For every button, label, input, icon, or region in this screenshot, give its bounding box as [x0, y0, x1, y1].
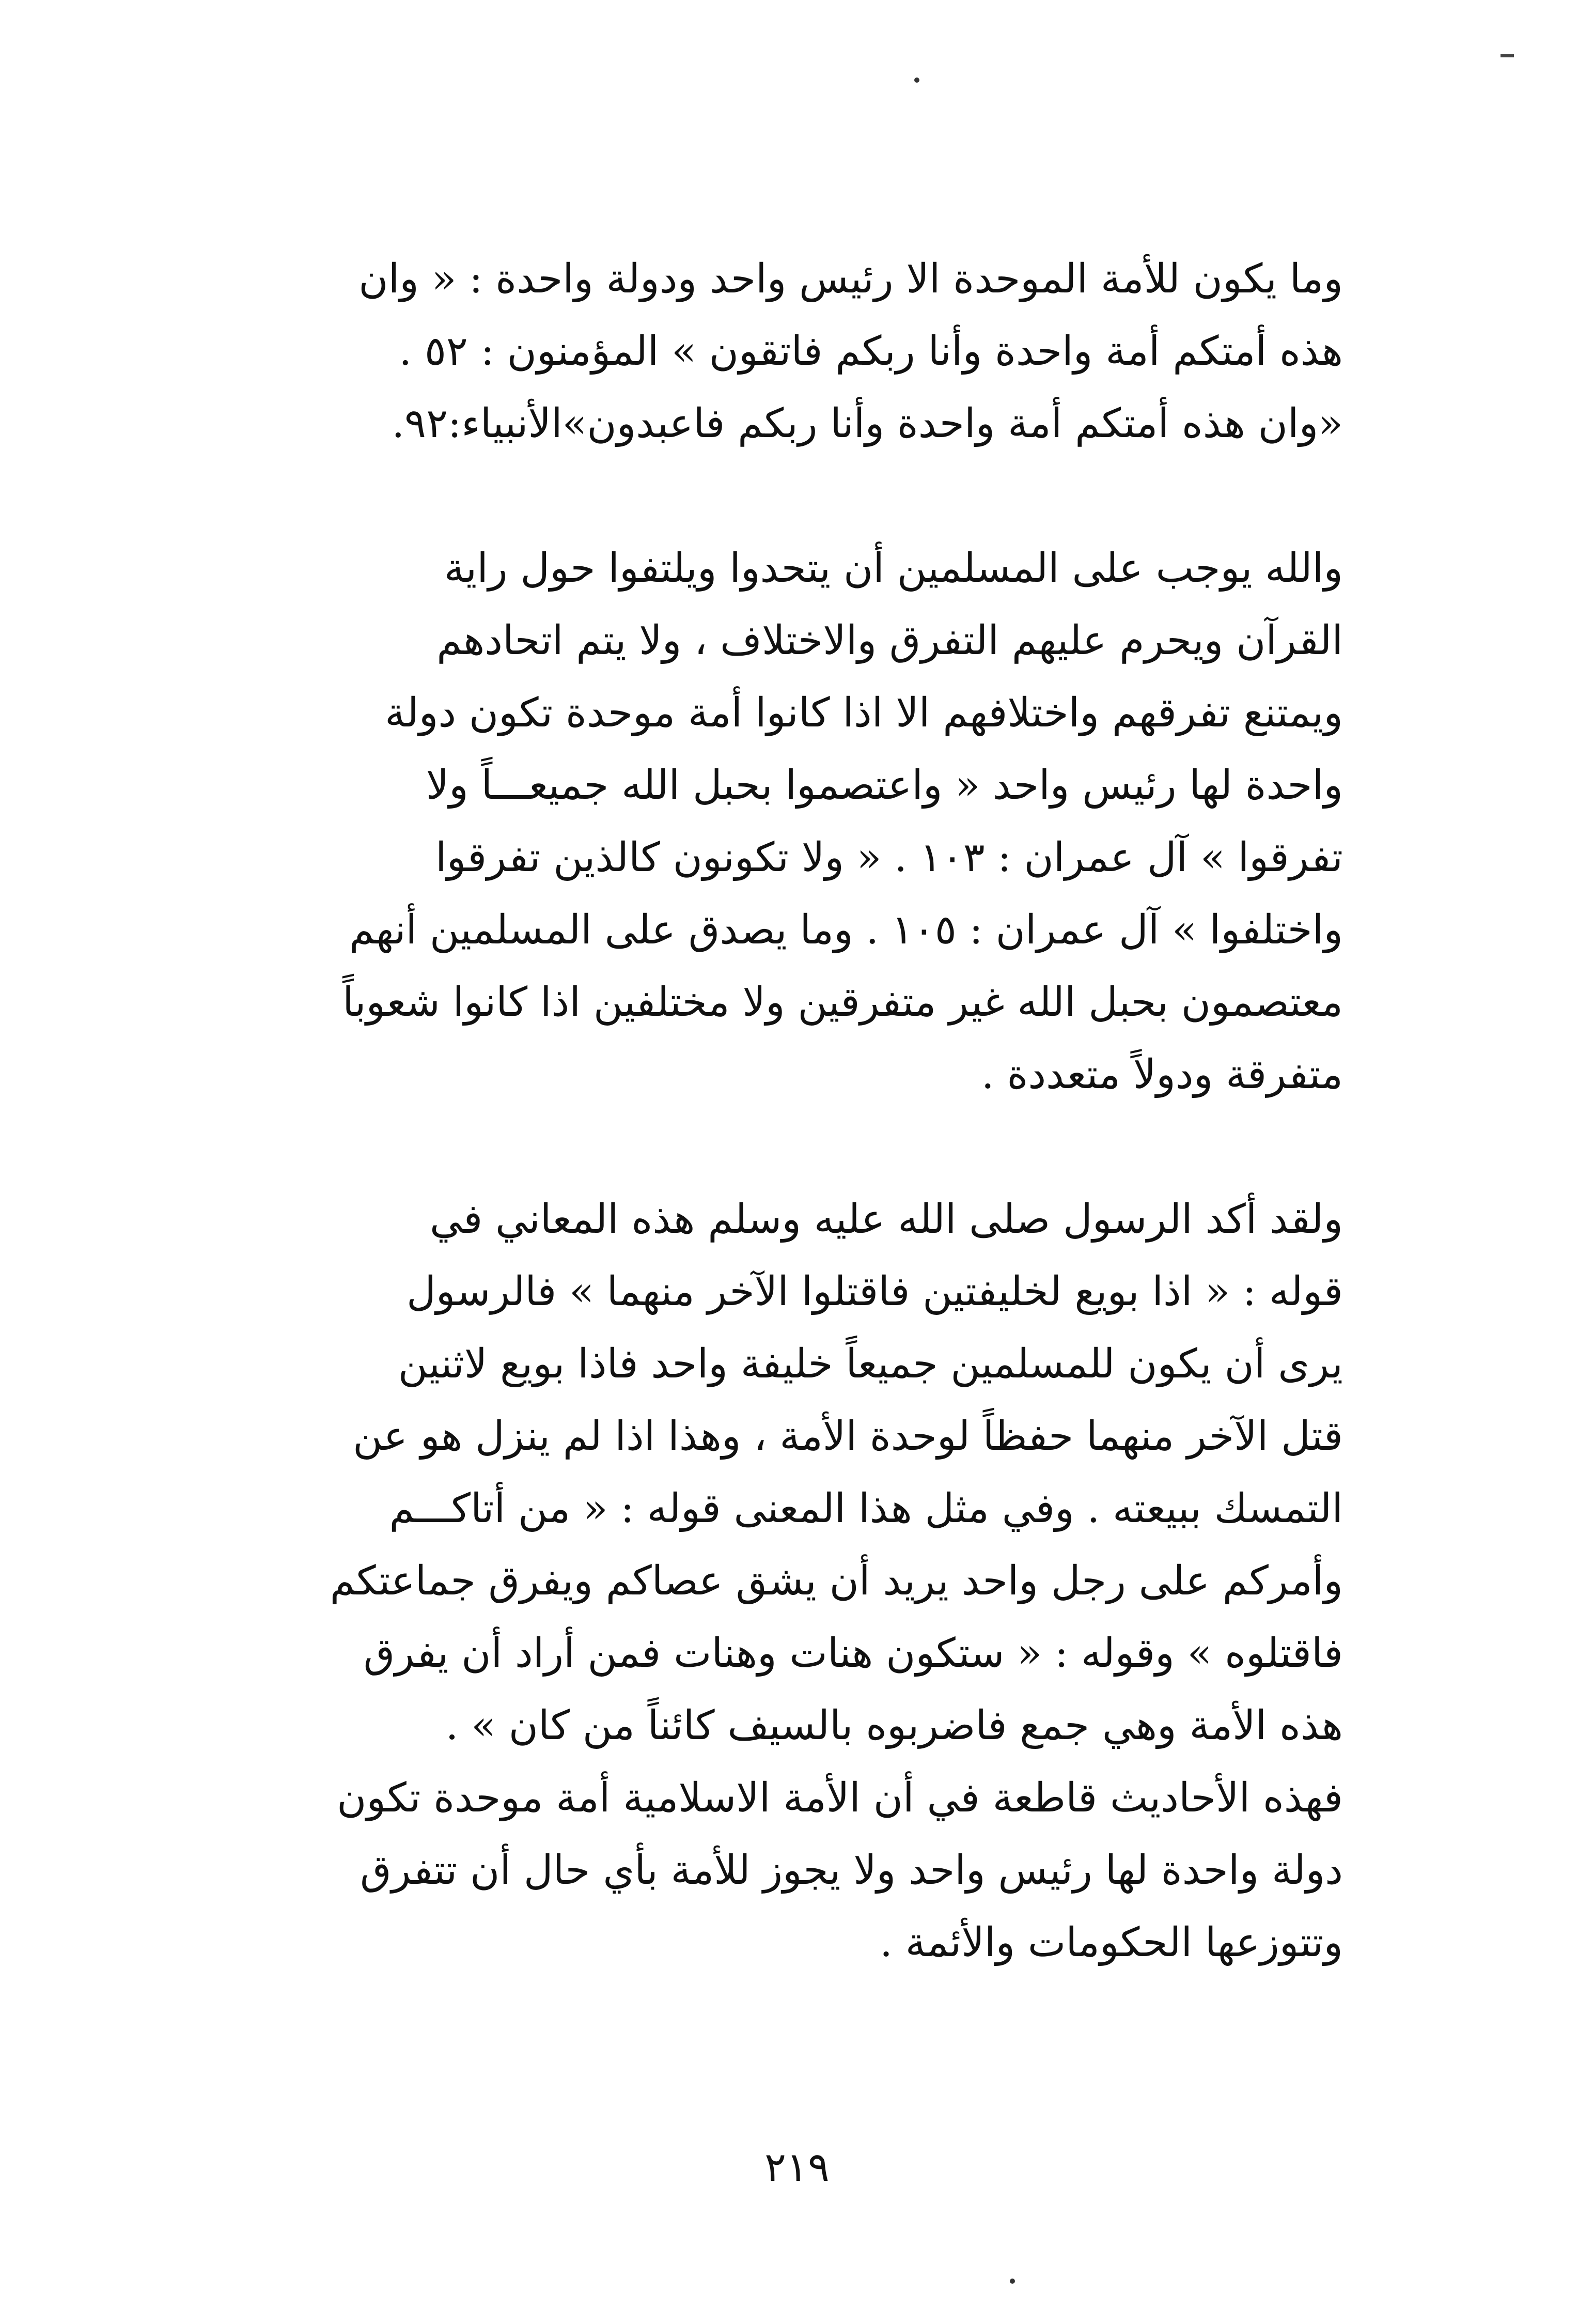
text-line: واحدة لها رئيس واحد « واعتصموا بحبل الله جميعـــاً ولا: [426, 762, 1343, 809]
scan-speck: [1010, 2279, 1015, 2284]
paragraph-2: [227, 532, 1343, 1111]
scan-mark: [1501, 54, 1514, 57]
text-line: وتتوزعها الحكومات والأئمة .: [880, 1919, 1343, 1966]
text-line: فاقتلوه » وقوله : « ستكون هنات وهنات فمن أراد أن يفرق: [363, 1630, 1343, 1677]
page-number: ٢١٩: [764, 2144, 830, 2191]
text-line: واختلفوا » آل عمران : ١٠٥ . وما يصدق على المسلمين أنهم: [349, 907, 1343, 953]
text-line: هذه أمتكم أمة واحدة وأنا ربكم فاتقون » المؤمنون : ٥٢ .: [399, 328, 1343, 375]
text-line: قتل الآخر منهما حفظاً لوحدة الأمة ، وهذا اذا لم ينزل هو عن: [353, 1413, 1343, 1460]
text-line: وما يكون للأمة الموحدة الا رئيس واحد ودولة واحدة : « وان: [358, 256, 1343, 302]
text-line: «وان هذه أمتكم أمة واحدة وأنا ربكم فاعبدون»الأنبياء:٩٢.: [392, 400, 1343, 447]
text-line: ولقد أكد الرسول صلى الله عليه وسلم هذه المعاني في: [429, 1196, 1343, 1243]
text-line: وأمركم على رجل واحد يريد أن يشق عصاكم ويفرق جماعتكم: [330, 1558, 1343, 1604]
paragraph-3: [227, 1183, 1343, 1979]
text-line: هذه الأمة وهي جمع فاضربوه بالسيف كائناً من كان » .: [445, 1702, 1343, 1749]
text-line: فهذه الأحاديث قاطعة في أن الأمة الاسلامية أمة موحدة تكون: [337, 1775, 1343, 1821]
text-line: يرى أن يكون للمسلمين جميعاً خليفة واحد فاذا بويع لاثنين: [398, 1341, 1343, 1387]
text-line: دولة واحدة لها رئيس واحد ولا يجوز للأمة بأي حال أن تتفرق: [360, 1847, 1343, 1894]
text-line: والله يوجب على المسلمين أن يتحدوا ويلتفوا حول راية: [444, 545, 1343, 592]
text-line: متفرقة ودولاً متعددة .: [981, 1051, 1343, 1098]
paragraph-1: [227, 243, 1343, 460]
text-line: تفرقوا » آل عمران : ١٠٣ . « ولا تكونون كالذين تفرقوا: [435, 834, 1343, 881]
text-line: القرآن ويحرم عليهم التفرق والاختلاف ، ولا يتم اتحادهم: [436, 617, 1343, 664]
text-line: ويمتنع تفرقهم واختلافهم الا اذا كانوا أمة موحدة تكون دولة: [385, 690, 1343, 736]
text-line: قوله : « اذا بويع لخليفتين فاقتلوا الآخر منهما » فالرسول: [407, 1268, 1343, 1315]
scan-speck: [914, 78, 919, 83]
text-line: معتصمون بحبل الله غير متفرقين ولا مختلفين اذا كانوا شعوباً: [342, 979, 1343, 1026]
text-line: التمسك ببيعته . وفي مثل هذا المعنى قوله : « من أتاكـــم: [389, 1485, 1343, 1532]
